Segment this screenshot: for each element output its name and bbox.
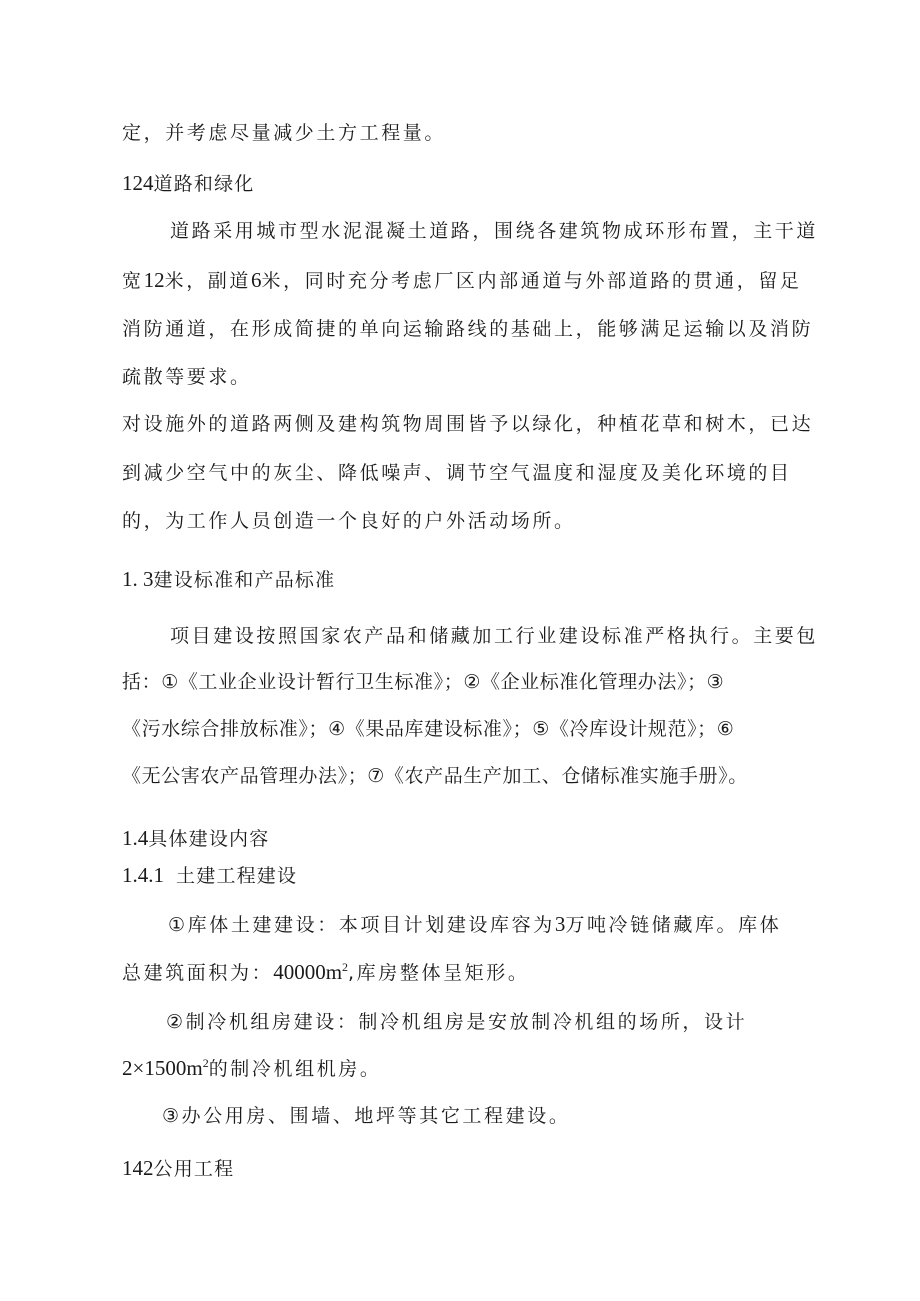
greening-paragraph-line-1: 对设施外的道路两侧及建构筑物周围皆予以绿化，种植花草和树木，已达	[122, 413, 814, 435]
section-title: 道路和绿化	[153, 173, 255, 195]
section-heading-1-4-1	[122, 863, 297, 888]
section-title: 具体建设内容	[148, 828, 270, 850]
item-3: ③办公用房、围墙、地坪等其它工程建设。	[162, 1105, 571, 1127]
section-number: 1. 3	[122, 567, 154, 591]
standards-paragraph-line-3: 《污水综合排放标准》；④《果品库建设标准》；⑤《冷库设计规范》；⑥	[122, 718, 735, 740]
section-number: 142	[122, 1156, 154, 1180]
item-1-line-2: 总建筑面积为：$40000m^2$,库房整体呈矩形。	[122, 960, 530, 984]
section-heading-142	[122, 1156, 234, 1181]
item-1-line-1: ①库体土建建设：本项目计划建设库容为3万吨冷链储藏库。库体	[168, 912, 782, 936]
road-paragraph-line-4: 疏散等要求。	[122, 366, 252, 388]
road-paragraph-line-2: 宽12米，副道6米，同时充分考虑厂区内部通道与外部道路的贯通，留足	[122, 268, 802, 292]
road-paragraph-line-3: 消防通道，在形成简捷的单向运输路线的基础上，能够满足运输以及消防	[122, 318, 814, 340]
intro-paragraph-end: 定，并考虑尽量减少土方工程量。	[122, 122, 447, 144]
section-title: 公用工程	[153, 1158, 235, 1180]
section-heading-1-4	[122, 826, 269, 851]
section-title: 建设标准和产品标准	[153, 569, 336, 591]
greening-paragraph-line-2: 到减少空气中的灰尘、降低噪声、调节空气温度和湿度及美化环境的目	[122, 462, 792, 484]
section-title: 土建工程建设	[176, 865, 298, 887]
greening-paragraph-line-3: 的，为工作人员创造一个良好的户外活动场所。	[122, 510, 576, 532]
section-heading-1-3	[122, 567, 335, 592]
item-2-line-2: $2\times 1500m^2$的制冷机组机房。	[122, 1056, 382, 1080]
section-number: 124	[122, 171, 154, 195]
road-paragraph-line-1: 道路采用城市型水泥混凝土道路，围绕各建筑物成环形布置，主干道	[170, 220, 819, 242]
item-2-line-1: ②制冷机组房建设：制冷机组房是安放制冷机组的场所，设计	[166, 1011, 748, 1033]
section-heading-124	[122, 171, 255, 196]
standards-paragraph-line-4: 《无公害农产品管理办法》；⑦《农产品生产加工、仓储标准实施手册》。	[122, 765, 748, 787]
section-number: 1.4	[122, 826, 149, 850]
standards-paragraph-line-2: 括：①《工业企业设计暂行卫生标准》；②《企业标准化管理办法》；③	[122, 671, 725, 693]
standards-paragraph-line-1: 项目建设按照国家农产品和储藏加工行业建设标准严格执行。主要包	[170, 625, 819, 647]
section-number: 1.4.1	[122, 863, 164, 887]
